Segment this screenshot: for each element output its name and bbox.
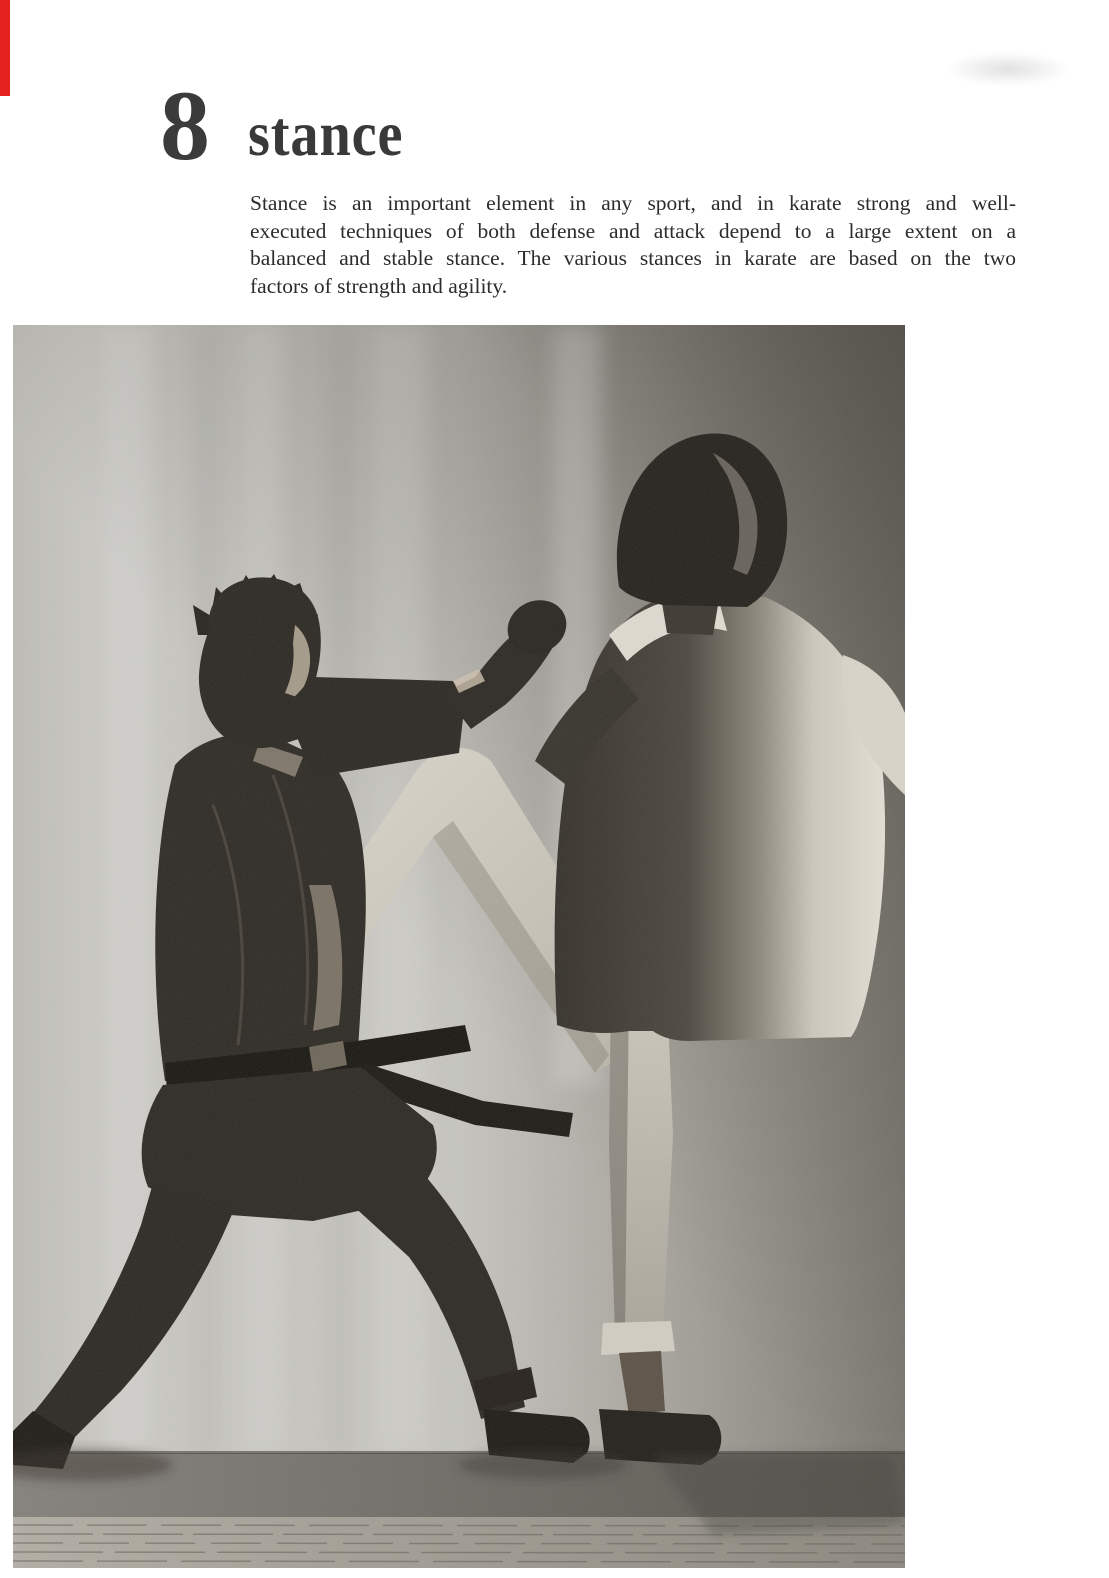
karate-sparring-illustration	[13, 325, 905, 1568]
intro-line: factors of strength and agility.	[250, 273, 508, 298]
intro-line: Stance is an important element in any sport, and in karate strong and well-	[250, 191, 1016, 215]
karate-sparring-photo	[13, 325, 905, 1568]
intro-line: executed techniques of both defense and attack depend to a large extent on a	[250, 218, 1016, 243]
intro-paragraph	[250, 190, 1016, 300]
scan-smudge	[945, 52, 1070, 86]
intro-line: balanced and stable stance. The various stances in karate are based on the two	[250, 246, 1016, 271]
chapter-number: 8	[160, 70, 210, 181]
chapter-title: stance	[248, 98, 404, 169]
photo-grain	[13, 325, 905, 1568]
page-edge-red-tab	[0, 0, 10, 96]
